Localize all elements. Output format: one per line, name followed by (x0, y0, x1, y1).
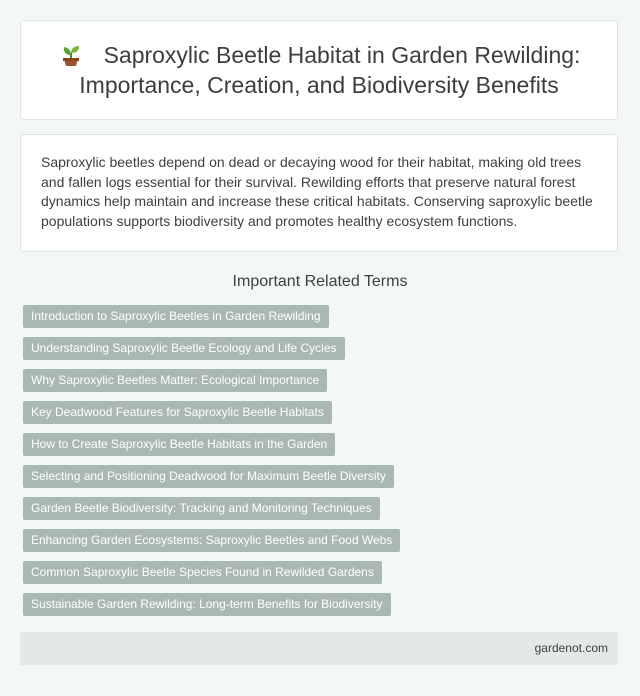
sprout-icon (58, 41, 84, 67)
term-tag[interactable]: Selecting and Positioning Deadwood for Maximum Beetle Diversity (23, 465, 394, 488)
footer-site-link[interactable]: gardenot.com (534, 641, 608, 655)
intro-paragraph: Saproxylic beetles depend on dead or decaying wood for their habitat, making old trees and fallen logs essential for their survival. Rewilding efforts that preserve natural forest dynamics help maintain and increase these critical habitats. Conserving saproxylic beetle populations supports biodiversity and promotes healthy ecosystem functions. (41, 154, 593, 229)
term-tag[interactable]: Sustainable Garden Rewilding: Long-term Benefits for Biodiversity (23, 593, 391, 616)
related-terms-heading: Important Related Terms (232, 273, 408, 290)
term-tag[interactable]: Key Deadwood Features for Saproxylic Beetle Habitats (23, 401, 332, 424)
title-card (20, 20, 618, 120)
page-title-text: Saproxylic Beetle Habitat in Garden Rewilding: Importance, Creation, and Biodiversity Benefits (79, 42, 581, 98)
related-terms-list (23, 305, 618, 625)
term-tag[interactable]: Common Saproxylic Beetle Species Found in Rewilded Gardens (23, 561, 382, 584)
term-tag[interactable]: Introduction to Saproxylic Beetles in Garden Rewilding (23, 305, 329, 328)
page-title (21, 40, 617, 100)
intro-card (20, 134, 618, 252)
term-tag[interactable]: Garden Beetle Biodiversity: Tracking and Monitoring Techniques (23, 497, 380, 520)
term-tag[interactable]: Enhancing Garden Ecosystems: Saproxylic Beetles and Food Webs (23, 529, 400, 552)
term-tag[interactable]: Why Saproxylic Beetles Matter: Ecological Importance (23, 369, 327, 392)
term-tag[interactable]: How to Create Saproxylic Beetle Habitats in the Garden (23, 433, 335, 456)
term-tag[interactable]: Understanding Saproxylic Beetle Ecology and Life Cycles (23, 337, 345, 360)
footer (20, 632, 618, 665)
